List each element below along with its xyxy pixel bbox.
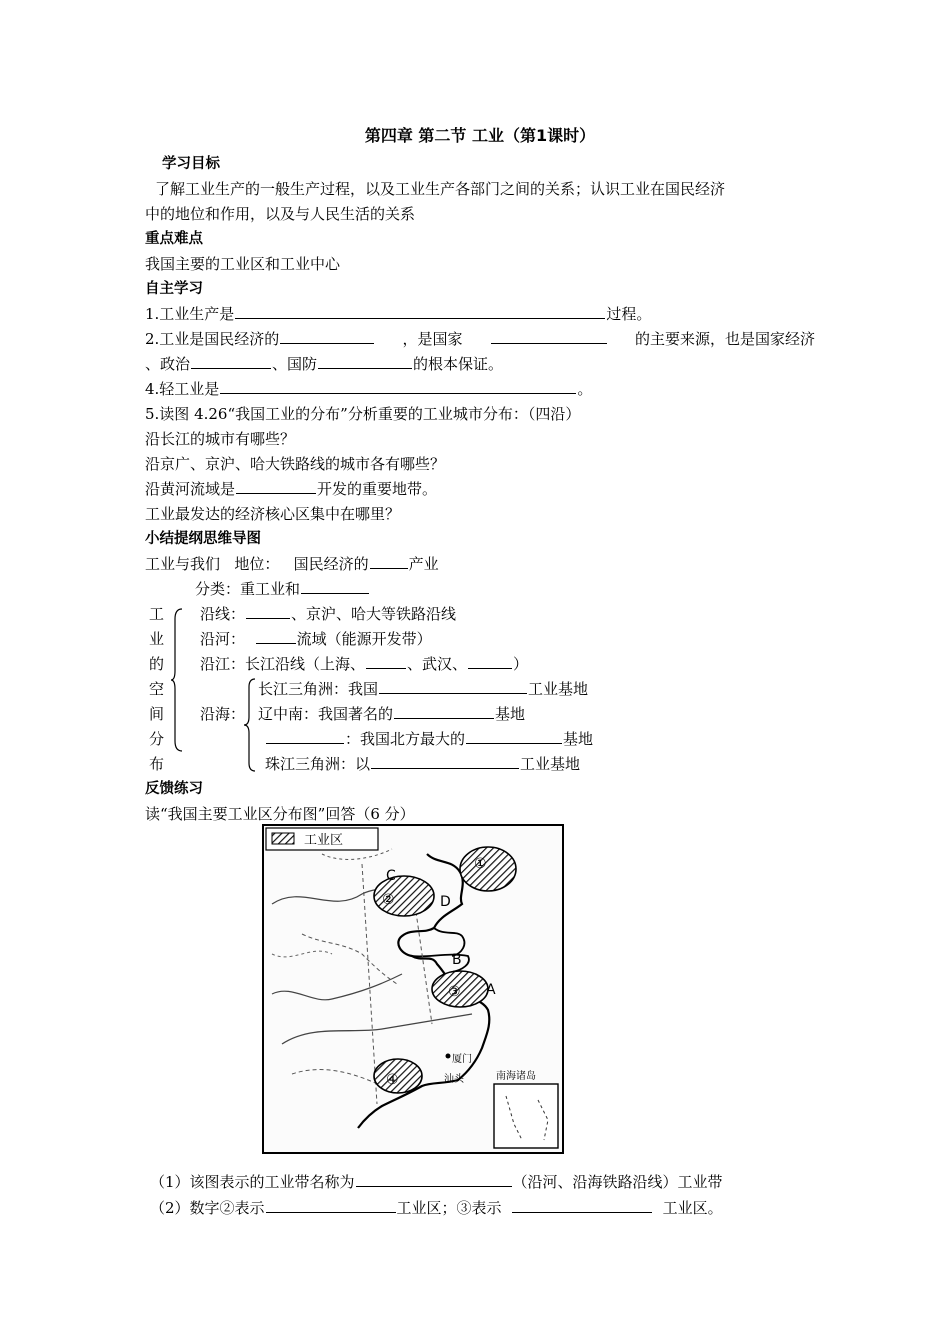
label-3: ③ — [448, 984, 461, 1000]
legend-label: 工业区 — [304, 833, 344, 848]
page-title: 第四章 第二节 工业（第1课时） — [364, 126, 596, 145]
summary-root: 工业与我们 地位： 国民经济的 产业 — [145, 552, 815, 577]
answer-blank[interactable] — [370, 552, 408, 569]
label-4: ④ — [386, 1072, 399, 1088]
answer-blank[interactable] — [466, 727, 562, 744]
answer-blank[interactable] — [236, 477, 316, 494]
question-5-3: 沿黄河流域是 开发的重要地带。 — [145, 477, 815, 502]
coast-3: ：我国北方最大的 基地 — [265, 727, 593, 752]
label-b: B — [452, 952, 462, 968]
answer-blank[interactable] — [371, 752, 519, 769]
objectives-heading: 学习目标 — [162, 156, 220, 172]
label-d: D — [440, 894, 451, 910]
inset-box — [494, 1084, 558, 1148]
mind-map — [145, 577, 815, 777]
question-2-line-2: 、政治 、国防 的根本保证。 — [145, 352, 815, 377]
along-yangtze: 沿江：长江沿线（上海、 、武汉、 ） — [200, 652, 528, 677]
key-points-text: 我国主要的工业区和工业中心 — [145, 255, 341, 273]
objectives-text-1: 了解工业生产的一般生产过程，以及工业生产各部门之间的关系；认识工业在国民经济 — [155, 180, 726, 198]
question-4: 4.轻工业是 。 — [145, 377, 815, 402]
city-xiamen: 厦门 — [452, 1054, 472, 1065]
vertical-label: 工 业 的 空 间 分 布 — [149, 605, 165, 773]
inset-label: 南海诸岛 — [496, 1071, 536, 1082]
feedback-heading: 反馈练习 — [145, 781, 203, 797]
answer-blank[interactable] — [301, 577, 369, 594]
answer-blank[interactable] — [256, 627, 296, 644]
coast-brace — [243, 677, 257, 773]
question-5-1: 沿长江的城市有哪些？ — [145, 430, 296, 448]
coast-4: 珠江三角洲：以 工业基地 — [265, 752, 580, 777]
key-points-heading: 重点难点 — [145, 231, 203, 247]
answer-blank[interactable] — [379, 677, 527, 694]
industrial-region-map — [262, 824, 564, 1154]
region-1 — [460, 847, 516, 891]
answer-blank[interactable] — [220, 377, 576, 394]
along-river: 沿河： 流域（能源开发带） — [200, 627, 432, 652]
objectives-text-2: 中的地位和作用，以及与人民生活的关系 — [145, 205, 416, 223]
answer-blank[interactable] — [491, 327, 607, 344]
answer-blank[interactable] — [235, 302, 605, 319]
feedback-question-1: （1）该图表示的工业带名称为 （沿河、沿海铁路沿线）工业带 — [150, 1170, 723, 1192]
answer-blank[interactable] — [512, 1196, 652, 1213]
question-1: 1.工业生产是 过程。 — [145, 302, 815, 327]
coast-2: 辽中南：我国著名的 基地 — [258, 702, 525, 727]
question-5-2: 沿京广、京沪、哈大铁路线的城市各有哪些？ — [145, 455, 446, 473]
feedback-intro: 读“我国主要工业区分布图”回答（6 分） — [145, 805, 415, 823]
question-5: 5.读图 4.26“我国工业的分布”分析重要的工业城市分布：（四沿） — [145, 405, 581, 423]
self-study-heading: 自主学习 — [145, 281, 203, 297]
answer-blank[interactable] — [394, 702, 494, 719]
question-2-line-1: 2.工业是国民经济的 ，是国家 的主要来源，也是国家经济 — [145, 327, 815, 352]
summary-heading: 小结提纲思维导图 — [145, 531, 261, 547]
city-dot — [446, 1054, 451, 1059]
answer-blank[interactable] — [266, 727, 344, 744]
label-2: ② — [382, 892, 395, 908]
legend-swatch-icon — [272, 833, 294, 844]
answer-blank[interactable] — [266, 1196, 396, 1213]
label-a: A — [486, 982, 496, 998]
label-c: C — [386, 868, 396, 884]
feedback-question-2: （2）数字②表示 工业区；③表示 工业区。 — [150, 1196, 723, 1218]
document — [145, 120, 815, 827]
classification: 分类：重工业和 — [195, 577, 370, 602]
city-shantou: 汕头 — [444, 1074, 464, 1085]
along-line: 沿线： 、京沪、哈大等铁路沿线 — [200, 602, 456, 627]
answer-blank[interactable] — [318, 352, 412, 369]
answer-blank[interactable] — [280, 327, 374, 344]
answer-blank[interactable] — [246, 602, 290, 619]
answer-blank[interactable] — [356, 1170, 512, 1187]
question-5-4: 工业最发达的经济核心区集中在哪里？ — [145, 505, 401, 523]
answer-blank[interactable] — [366, 652, 406, 669]
outer-brace — [170, 607, 184, 753]
answer-blank[interactable] — [191, 352, 271, 369]
coast-label: 沿海： — [200, 705, 246, 723]
label-1: ① — [474, 856, 487, 872]
coast-1: 长江三角洲：我国 工业基地 — [258, 677, 588, 702]
answer-blank[interactable] — [468, 652, 512, 669]
